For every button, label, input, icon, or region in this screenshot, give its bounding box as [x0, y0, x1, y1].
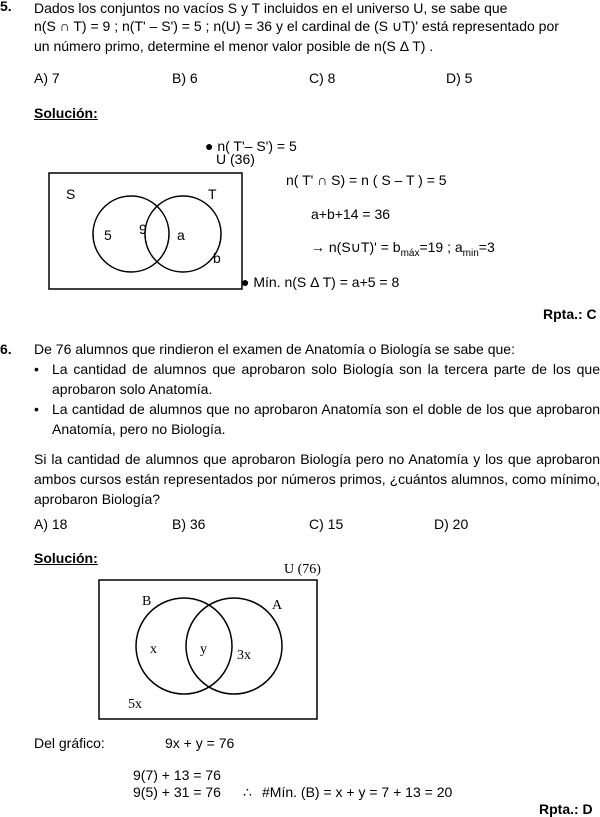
problem-6-eq-1: 9x + y = 76 — [165, 735, 235, 751]
problem-6-conclusion: #Mín. (B) = x + y = 7 + 13 = 20 — [262, 784, 453, 800]
problem-5-option-d: D) 5 — [446, 70, 473, 86]
problem-5-option-b: B) 6 — [172, 70, 198, 86]
venn-1-right-region: a — [177, 227, 185, 243]
problem-5-line-1: Dados los conjuntos no vacíos S y T incluidos en el universo U, se sabe que — [34, 0, 508, 16]
problem-6-question: Si la cantidad de alumnos que aprobaron Biología pero no Anatomía y los que aprobaron ambos cursos están representados por números primos, ¿cuántos alumnos, como mínimo, aprobaron Biología? — [34, 451, 600, 507]
problem-6-bullet-1: • La cantidad de alumnos que aprobaron solo Biología son la tercera parte de los que aprobaron solo Anatomía. — [34, 361, 600, 397]
problem-5-eq-2: a+b+14 = 36 — [311, 206, 391, 222]
problem-5-option-a: A) 7 — [34, 70, 60, 86]
problem-5-solution-label: Solución: — [34, 105, 98, 121]
problem-6-intro: De 76 alumnos que rindieron el examen de Anatomía o Biología se sabe que: — [34, 341, 515, 357]
problem-6-number: 6. — [0, 341, 12, 357]
venn-1-label-s: S — [66, 186, 76, 202]
venn-2-outside-region: 5x — [128, 697, 142, 712]
problem-5-eq-3: → n(S∪T)' = $b_{máx}=19$ ; $a_{min}=3$ — [311, 239, 495, 259]
problem-6-universe-label: U (76) — [284, 562, 321, 577]
problem-6-del-grafico: Del gráfico: — [34, 735, 105, 751]
problem-6-eq-3: 9(5) + 31 = 76 — [133, 784, 221, 800]
therefore-symbol: ∴ — [243, 784, 252, 800]
problem-5-universe-label: U (36) — [216, 151, 255, 167]
venn-2-label-b: B — [142, 594, 152, 609]
venn-2-right-region: 3x — [237, 648, 251, 663]
problem-6-option-b: B) 36 — [172, 516, 206, 532]
problem-6-option-d: D) 20 — [434, 516, 469, 532]
problem-5-answer: Rpta.: C — [543, 306, 597, 322]
venn-1-left-region: 5 — [104, 227, 112, 243]
venn-1-label-t: T — [208, 186, 217, 202]
problem-6-bullet-2: • La cantidad de alumnos que no aprobaron Anatomía son el doble de los que aprobaron Anatomía, pero no Biología. — [34, 401, 600, 437]
venn-1-intersection: 9 — [139, 221, 147, 237]
problem-5-eq-4: ● Mín. n(S Δ T) = a+5 = 8 — [241, 274, 400, 290]
problem-6-eq-2: 9(7) + 13 = 76 — [133, 767, 221, 783]
problem-5-eq-1: n( T' ∩ S) = n ( S – T ) = 5 — [286, 172, 447, 188]
venn-2-intersection: y — [200, 642, 207, 657]
problem-5-line-2: n(S ∩ T) = 9 ; n(T' – S') = 5 ; n(U) = 36 y el cardinal de (S ∪T)' está representado por — [34, 18, 559, 34]
venn-2-label-a: A — [272, 598, 283, 613]
venn-2-left-region: x — [150, 642, 157, 657]
problem-5-line-3: un número primo, determine el menor valor posible de n(S Δ T) . — [34, 38, 434, 54]
problem-6-solution-label: Solución: — [34, 550, 98, 566]
problem-6-option-a: A) 18 — [34, 516, 68, 532]
problem-5-number: 5. — [0, 0, 12, 14]
problem-5-option-c: C) 8 — [309, 70, 336, 86]
problem-5-given: ● n( T'– S') = 5 — [205, 138, 297, 154]
venn-1-outside-region: b — [213, 250, 221, 266]
problem-6-answer: Rpta.: D — [539, 801, 593, 817]
problem-6-option-c: C) 15 — [309, 516, 344, 532]
